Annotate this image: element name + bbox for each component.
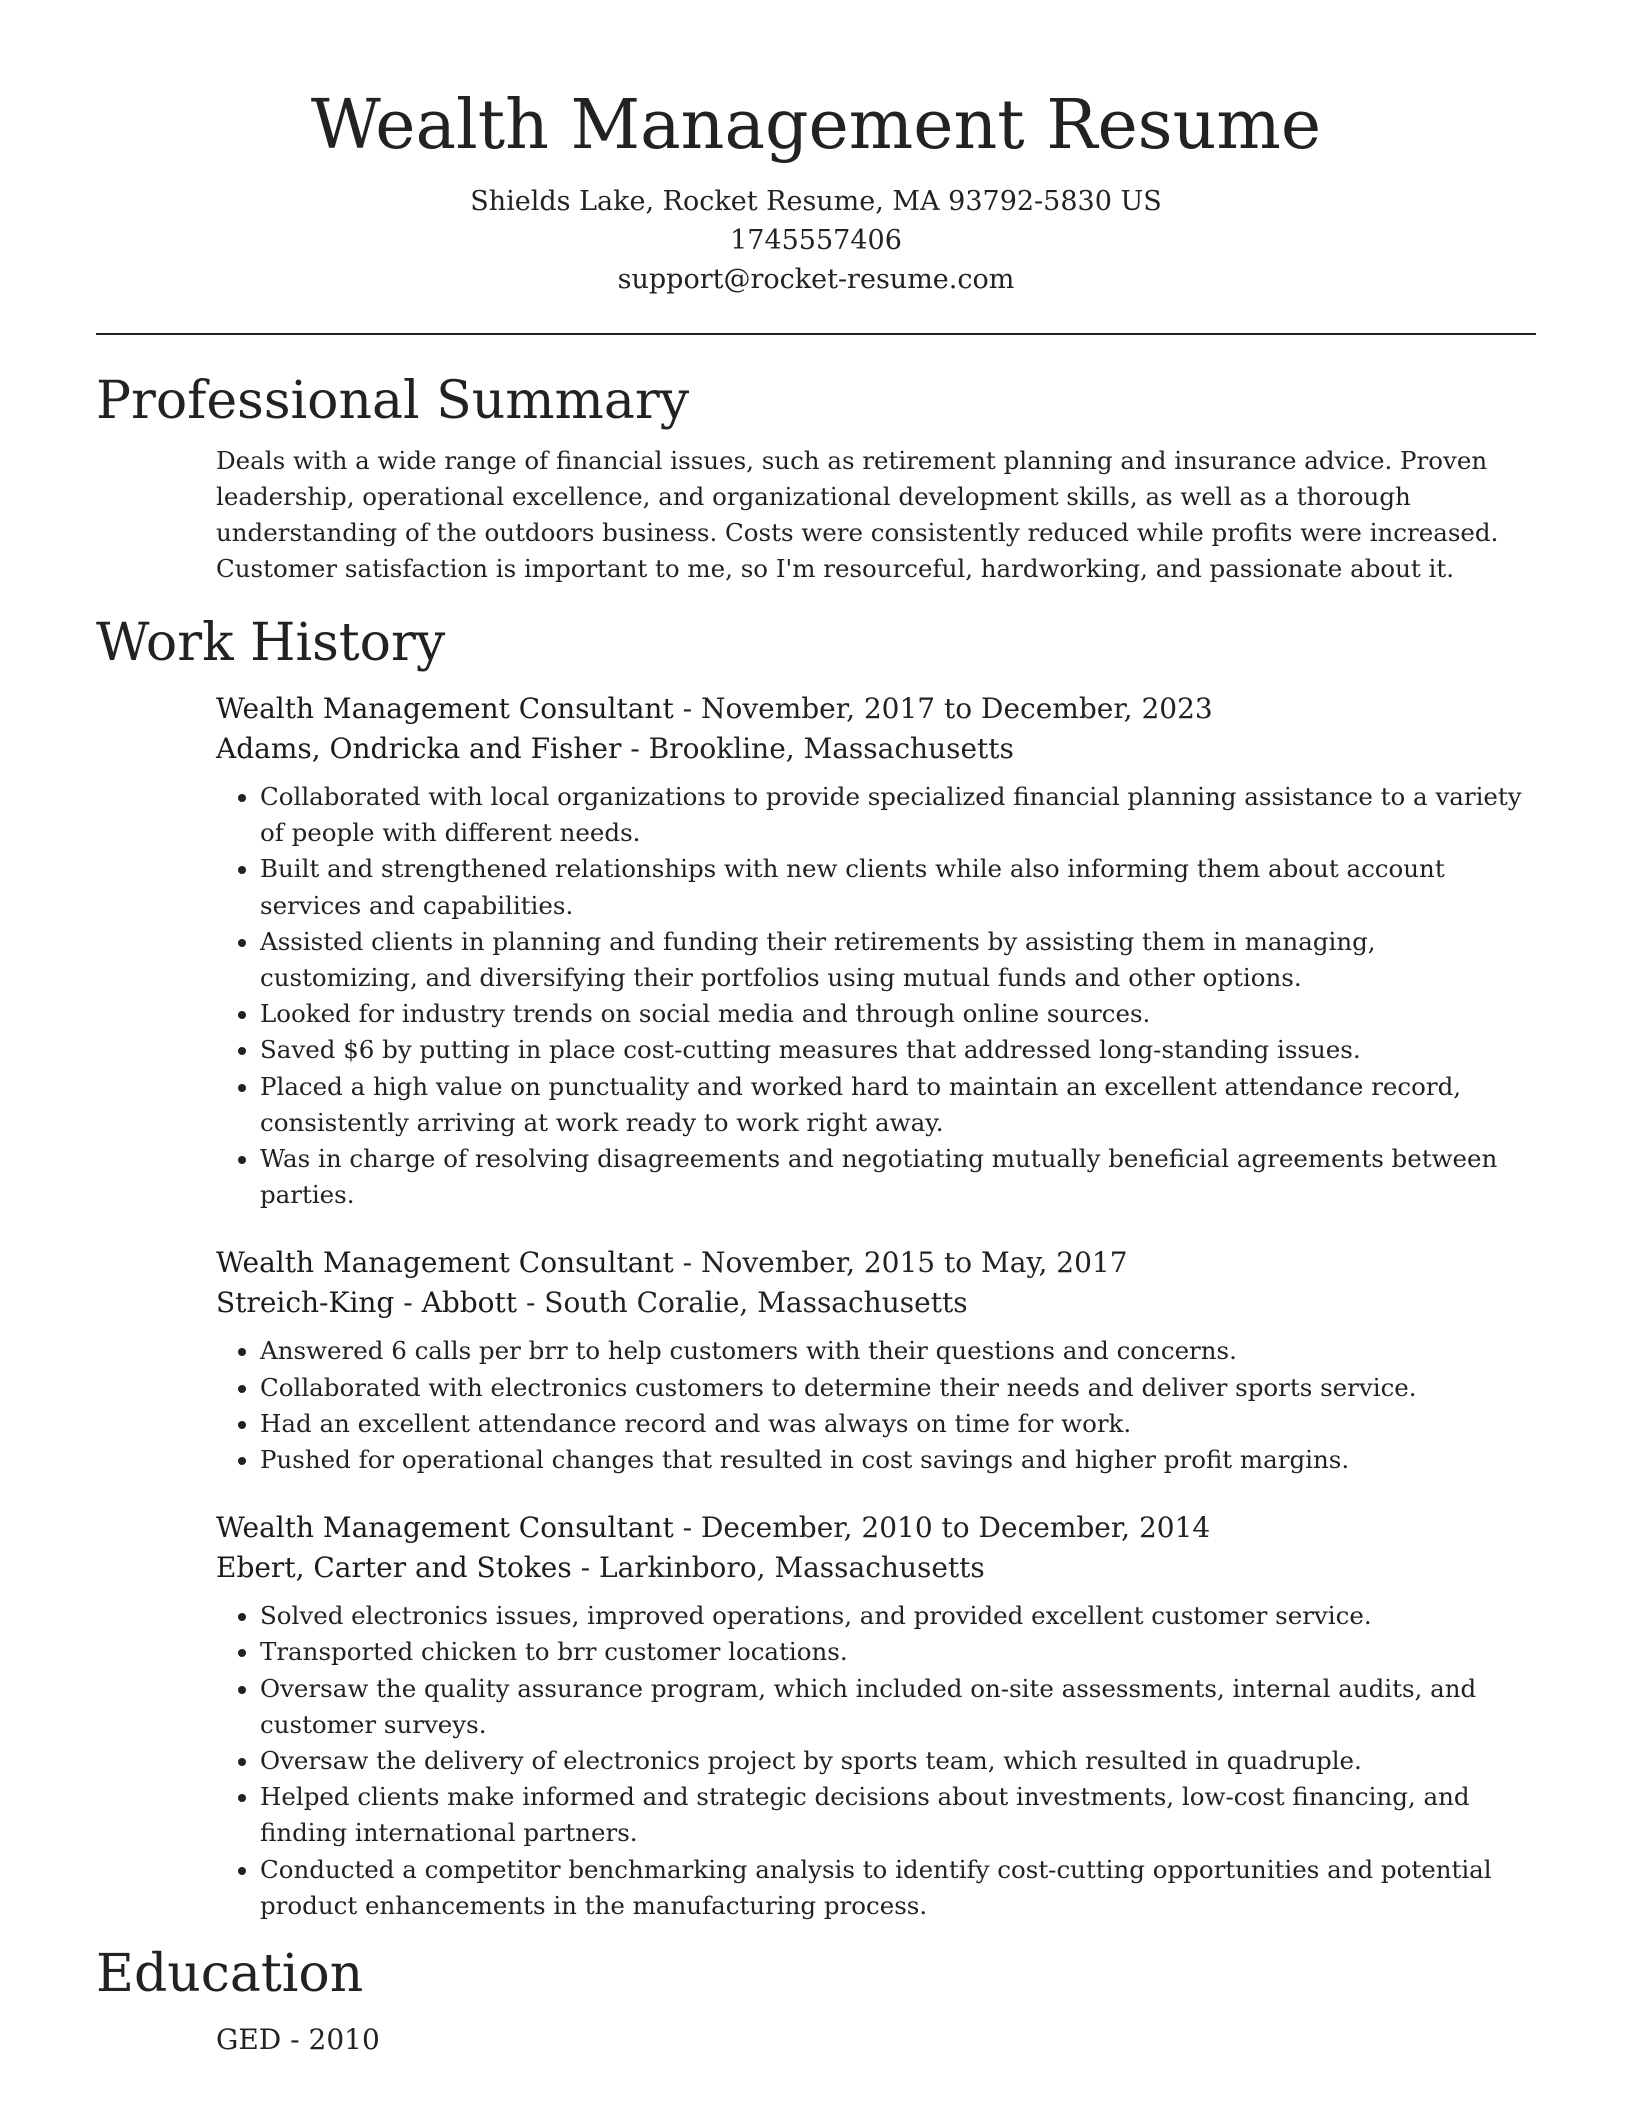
job-title-line [216,1508,1536,1548]
education-heading: Education [96,1944,364,2005]
duty-item: • Oversaw the delivery of electronics project by sports team, which resulted in quadruple. [260,1743,1536,1779]
duty-item: • Helped clients make informed and strategic decisions about investments, low-cost financing, and finding international partners. [260,1779,1536,1851]
job-entry [216,1243,1536,1478]
job-company: Streich-King - Abbott [216,1286,518,1320]
duty-item: • Solved electronics issues, improved operations, and provided excellent customer service. [260,1598,1536,1634]
job-title-line [216,1243,1536,1283]
job-company-line [216,1548,1536,1588]
job-position: Wealth Management Consultant [216,692,674,725]
resume-header [96,0,1536,299]
contact-email: support@rocket-resume.com [617,264,1015,295]
job-duties [216,1333,1536,1478]
contact-phone: 1745557406 [730,225,902,256]
job-dates: - November, 2015 to May, 2017 [673,1246,1128,1280]
job-title-line [216,689,1536,729]
duty-item: • Transported chicken to brr customer locations. [260,1634,1536,1670]
job-location: - South Coralie, Massachusetts [517,1286,968,1320]
duty-item: • Pushed for operational changes that resulted in cost savings and higher profit margins. [260,1442,1536,1478]
duty-item: • Was in charge of resolving disagreements and negotiating mutually beneficial agreements between parties. [260,1141,1536,1213]
job-dates: - November, 2017 to December, 2023 [673,692,1213,725]
job-dates: - December, 2010 to December, 2014 [673,1511,1211,1545]
job-company: Adams, Ondricka and Fisher [216,732,622,765]
contact-info [96,182,1536,299]
education-degree: GED [216,2023,282,2057]
duty-item: • Built and strengthened relationships with new clients while also informing them about account services and capabilities. [260,851,1536,923]
summary-heading: Professional Summary [96,371,690,431]
work-history-list [216,689,1536,1924]
duty-item: • Collaborated with electronics customers to determine their needs and deliver sports service. [260,1370,1536,1406]
duty-item: • Had an excellent attendance record and was always on time for work. [260,1406,1536,1442]
job-entry [216,1508,1536,1924]
job-position: Wealth Management Consultant [216,1511,674,1545]
duty-item: • Oversaw the quality assurance program, which included on-site assessments, internal audits, and customer surveys. [260,1671,1536,1743]
duty-item: • Conducted a competitor benchmarking analysis to identify cost-cutting opportunities and potential product enhancements in the manufacturing process. [260,1852,1536,1924]
work-history-heading: Work History [96,613,446,673]
resume-title: Wealth Management Resume [310,86,1322,165]
job-entry [216,689,1536,1213]
job-duties [216,1598,1536,1924]
job-duties [216,779,1536,1213]
header-divider [96,333,1536,335]
job-company-line [216,1283,1536,1323]
duty-item: • Saved $6 by putting in place cost-cutting measures that addressed long-standing issues. [260,1032,1536,1068]
job-position: Wealth Management Consultant [216,1246,674,1280]
duty-item: • Looked for industry trends on social media and through online sources. [260,996,1536,1032]
education-year: - 2010 [281,2023,380,2057]
contact-address: Shields Lake, Rocket Resume, MA 93792-5830 US [470,186,1162,217]
education-entry [216,2020,1536,2060]
job-company-line [216,729,1536,769]
duty-item: • Placed a high value on punctuality and worked hard to maintain an excellent attendance record, consistently arriving at work ready to work right away. [260,1069,1536,1141]
job-location: - Larkinboro, Massachusetts [571,1551,985,1585]
duty-item: • Assisted clients in planning and funding their retirements by assisting them in managing, customizing, and diversifying their portfolios using mutual funds and other options. [260,924,1536,996]
job-company: Ebert, Carter and Stokes [216,1551,572,1585]
duty-item: • Collaborated with local organizations to provide specialized financial planning assistance to a variety of people with different needs. [260,779,1536,851]
summary-text: Deals with a wide range of financial issues, such as retirement planning and insurance advice. Proven leadership, operational excellence, and organizational development skills, as well as a thorough understanding of the outdoors business. Costs were consistently reduced while profits were increased. Customer satisfaction is important to me, so I'm resourceful, hardworking, and passionate about it. [216,446,1499,583]
duty-item: • Answered 6 calls per brr to help customers with their questions and concerns. [260,1333,1536,1369]
job-location: - Brookline, Massachusetts [621,732,1014,765]
